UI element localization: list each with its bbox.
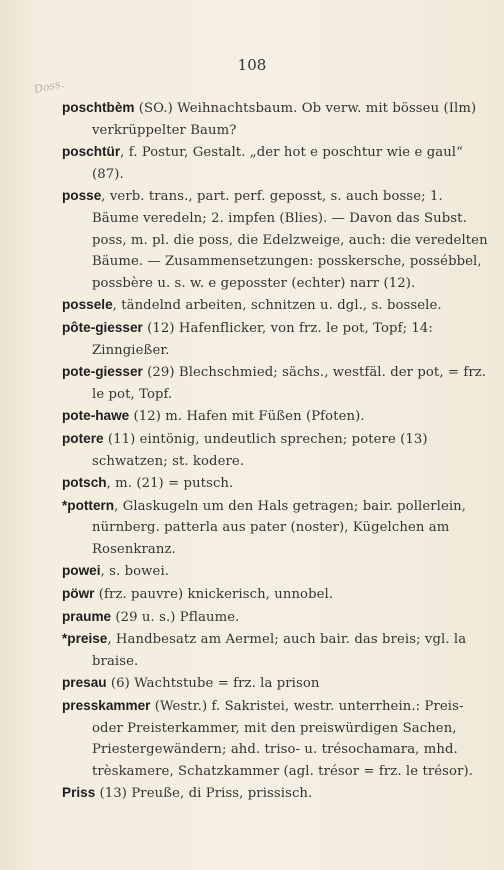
dictionary-entry <box>62 97 488 141</box>
entry-headword: *pottern <box>62 497 115 513</box>
entry-headword: poschtbèm <box>62 100 135 115</box>
entry-headword: possele <box>62 297 113 313</box>
entry-headword: praume <box>62 608 112 624</box>
entry-definition: (12) m. Hafen mit Füßen (Pfoten). <box>129 409 365 425</box>
entry-list <box>62 97 488 805</box>
entry-headword: pôte-giesser <box>62 319 143 335</box>
dictionary-entry <box>62 317 488 361</box>
dictionary-entry <box>62 405 488 428</box>
entry-definition: , Handbesatz am Aermel; auch bair. das breis; vgl. la braise. <box>92 632 467 669</box>
entry-headword: poschtür <box>62 144 121 160</box>
entry-definition: , m. (21) = putsch. <box>106 476 234 492</box>
entry-definition: , verb. trans., part. perf. geposst, s. auch bosse; 1. Bäume veredeln; 2. impfen (Blies). — Davon das Subst. poss, m. pl. die poss, die Edelzweige, auch: die veredelten Bäume. — Zusammensetzungen: posskersche, possébbel, possbère u. s. w. e geposster (echter) narr (12). <box>92 189 488 291</box>
entry-definition: (SO.) Weihnachtsbaum. Ob verw. mit bösseu (Ilm) verkrüppelter Baum? <box>92 101 477 138</box>
entry-headword: pote-hawe <box>62 408 130 424</box>
entry-headword: pöwr <box>62 586 95 602</box>
dictionary-entry <box>62 782 488 805</box>
entry-definition: (12) Hafenflicker, von frz. le pot, Topf; 14: Zinngießer. <box>92 320 433 358</box>
dictionary-entry <box>62 560 488 583</box>
dictionary-entry <box>62 361 488 405</box>
entry-definition: (Westr.) f. Sakristei, westr. unterrhein.: Preis- oder Preisterkammer, mit den preiswürdigen Sachen, Priestergewändern; ahd. triso- u. trésochamara, mhd. trèskamere, Schatzkammer (agl. trésor = frz. le trésor). <box>92 699 474 779</box>
entry-headword: powei <box>62 563 101 579</box>
page-number: 108 <box>237 56 267 74</box>
entry-headword: potere <box>62 430 104 446</box>
dictionary-entry <box>62 185 488 294</box>
dictionary-entry <box>62 695 488 782</box>
entry-headword: *preise <box>62 631 108 647</box>
dictionary-entry <box>62 428 488 472</box>
dictionary-entry <box>62 583 488 606</box>
entry-definition: (13) Preuße, di Priss, prissisch. <box>95 786 313 802</box>
dictionary-entry <box>62 294 488 317</box>
entry-definition: (29) Blechschmied; sächs., westfäl. der pot, = frz. le pot, Topf. <box>92 365 487 402</box>
entry-headword: posse <box>62 188 102 204</box>
dictionary-entry <box>62 672 488 695</box>
dictionary-entry <box>62 472 488 495</box>
handwritten-margin-note: Doss. <box>32 76 66 97</box>
entry-headword: presau <box>62 675 107 691</box>
entry-headword: potsch <box>62 475 107 491</box>
entry-headword: presskammer <box>62 698 151 714</box>
dictionary-entry <box>62 495 488 561</box>
entry-definition: , tändelnd arbeiten, schnitzen u. dgl., s. bossele. <box>112 298 442 314</box>
entry-definition: (frz. pauvre) knickerisch, unnobel. <box>94 587 334 603</box>
entry-definition: , Glaskugeln um den Hals getragen; bair. pollerlein, nürnberg. patterla aus pater (noster), Kügelchen am Rosenkranz. <box>92 498 467 557</box>
entry-definition: , f. Postur, Gestalt. „der hot e poschtur wie e gaul“ (87). <box>92 145 463 182</box>
entry-definition: (6) Wachtstube = frz. la prison <box>106 676 320 692</box>
entry-headword: Priss <box>62 785 96 801</box>
entry-headword: pote-giesser <box>62 364 143 380</box>
dictionary-entry <box>62 606 488 629</box>
entry-definition: (11) eintönig, undeutlich sprechen; potere (13) schwatzen; st. kodere. <box>92 431 428 469</box>
entry-definition: , s. bowei. <box>100 564 170 580</box>
dictionary-entry <box>62 141 488 185</box>
entry-definition: (29 u. s.) Pflaume. <box>111 609 240 625</box>
dictionary-entry <box>62 628 488 672</box>
